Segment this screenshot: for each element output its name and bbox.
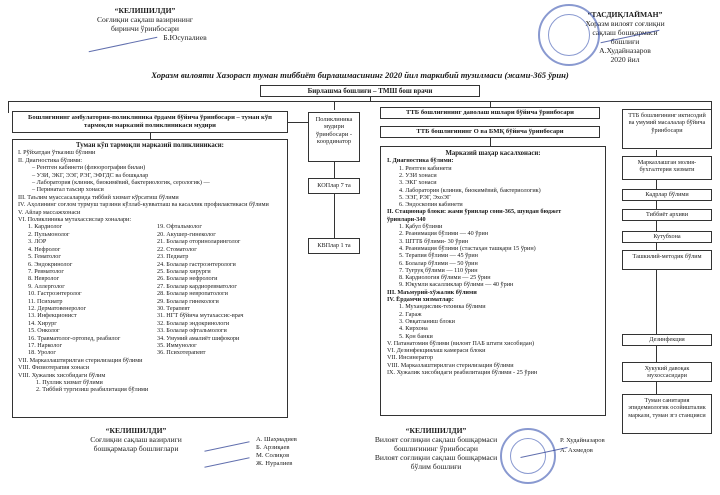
list-item: II. Диагностика бўлими: bbox=[18, 156, 83, 164]
approval-title-left: “КЕЛИШИЛДИ” bbox=[114, 6, 176, 15]
list-item: 1. Кардиолог bbox=[28, 223, 63, 231]
signatory-name: Б. Арзиқаев bbox=[256, 444, 290, 451]
hr-label: Кадрлар бўлими bbox=[645, 191, 689, 198]
list-item: 5. ЭЭГ, РЭГ, ЭхоЭГ bbox=[399, 193, 451, 201]
accounting-label: Марказлашган молия-бухгалтерия хизмати bbox=[637, 159, 697, 174]
methodical-box bbox=[622, 250, 712, 270]
signatory-name: Р. Худайназаров bbox=[560, 437, 605, 444]
list-item: 3. ШТТБ бўлими- 30 ўрин bbox=[399, 237, 469, 245]
methodical-label: Ташкилий-методик бўлим bbox=[632, 253, 702, 260]
list-item: 16. Травматолог-ортопед, реабилог bbox=[28, 334, 121, 342]
sanitary-label: Туман санитария эпидемиологик осойишталик маркази, туман згз станцияси bbox=[628, 397, 706, 419]
list-item: III. Таълим муассасаларида тиббий хизмат кўрсатиш бўлими bbox=[18, 193, 179, 201]
list-item: – Перинатал таъсир хонаси bbox=[32, 186, 104, 194]
footer-line-2: бошлиғининг ўринбосари bbox=[393, 444, 478, 453]
list-item: IV. Аҳолининг соғлом турмуш тарзини кўллаб-кувватлаш ва касаллик профилактикаси бўлими bbox=[18, 201, 269, 209]
list-item: 6. Эндокринолог bbox=[28, 260, 73, 268]
left-deputy-label: Бошлиғининг амбулатория-поликлиника ёрдами бўйича ўринбосари – туман кўп тармоқли марказий поликлиникаси мудири bbox=[28, 114, 272, 129]
list-item: 1. Пуллик хизмат бўлими bbox=[36, 379, 103, 386]
list-item: 20. Акушер-гинеколог bbox=[157, 230, 216, 238]
footer-line-1: Соғлиқни сақлаш вазирлиги bbox=[90, 435, 182, 444]
signatory-name: А. Шаҳмадиев bbox=[256, 436, 297, 443]
list-item: 23. Педиатр bbox=[157, 253, 189, 261]
kop-label: КОПлар 7 та bbox=[317, 182, 351, 189]
specialists-right-column bbox=[157, 223, 282, 356]
disinfection-box bbox=[622, 334, 712, 346]
library-box bbox=[622, 231, 712, 243]
list-item: I. Рўйхатдан ўтказиш бўлими bbox=[18, 149, 96, 157]
list-item: 22. Стоматолог bbox=[157, 245, 197, 253]
polyclinic-box bbox=[12, 139, 288, 418]
list-item: 33. Болалар офтальмологи bbox=[157, 327, 227, 335]
list-item: VI. Дезинфекциялаш камераси блоки bbox=[387, 347, 486, 355]
accounting-box bbox=[622, 156, 712, 180]
economic-deputy-label: ТТБ бошлиғининг иктисодий ва умумий масалалар бўйича ўринбосари bbox=[628, 112, 706, 134]
signatory-name: Ж. Нуралиев bbox=[256, 460, 293, 467]
list-item: 27. Болалар кардиоревматолог bbox=[157, 282, 237, 290]
polyclinic-list bbox=[18, 149, 282, 223]
list-item: – Лаборатория (клиник, биокимёвий, бактериологик, серологик) — bbox=[32, 179, 210, 187]
list-item: 5. Қон банки bbox=[399, 332, 433, 340]
list-item: 35. Иммунолог bbox=[157, 341, 197, 349]
specialists-grid bbox=[18, 223, 282, 356]
disinfection-label: Дезинфекция bbox=[649, 336, 685, 343]
list-item: 25. Болалар хирурги bbox=[157, 267, 211, 275]
specialists-left-column bbox=[28, 223, 153, 356]
footer-line-1: Вилоят соғлиқни сақлаш бошқармаси bbox=[374, 435, 498, 444]
footer-approval-title-right: “КЕЛИШИЛДИ” bbox=[405, 426, 467, 435]
sanitary-box bbox=[622, 394, 712, 434]
head-box-label: Бирлашма бошлиғи – ТМШ бош врачи bbox=[307, 87, 433, 95]
legal-label: Хукукий давоқак мухоссасидари bbox=[644, 365, 690, 380]
list-item: 3. Овқатланиш блоки bbox=[399, 317, 455, 325]
list-item: 2. Гараж bbox=[399, 310, 422, 318]
list-item: 1. Мухандислик-техника бўлими bbox=[399, 303, 486, 311]
connector-right-down bbox=[711, 101, 712, 109]
list-item: I. Диагностика бўлими: bbox=[387, 157, 454, 165]
list-item: 1. Рентген кабинети bbox=[399, 164, 452, 172]
list-item: IV. Ёрдамчи хизматлар: bbox=[387, 296, 454, 304]
list-item: 3. ЭКГ хонаси bbox=[399, 179, 437, 187]
signatory-name: А. Ахмедов bbox=[560, 447, 593, 454]
connector-top-horizontal bbox=[8, 101, 712, 102]
approval-line-1: Хоразм вилоят соғлиқни bbox=[585, 19, 665, 28]
approval-name: А.Худайназаров bbox=[599, 46, 651, 55]
right-deputy-label: ТТБ бошлиғининг даволаш ишлари бўйича ўринбосари bbox=[406, 109, 574, 116]
kvp-box bbox=[308, 238, 360, 254]
connector-hospital-down bbox=[490, 138, 491, 146]
list-item: 36. Психотерапевт bbox=[157, 349, 206, 357]
polyclinic-title: Туман кўп тармоқли марказий поликлиникаси: bbox=[76, 142, 224, 149]
legal-box bbox=[622, 362, 712, 382]
footer-approval-left bbox=[36, 426, 236, 453]
list-item: VI. Поликлиника мутахассислар хоналари: bbox=[18, 216, 132, 224]
footer-names-left bbox=[256, 436, 336, 468]
library-label: Кутубхона bbox=[653, 233, 681, 240]
list-item: 30. Терапевт bbox=[157, 304, 190, 312]
right-deputy-box bbox=[380, 107, 600, 119]
list-item: VIII. Марказлаштирилган стерилизация бўлими bbox=[387, 361, 514, 369]
right-deputy2-label: ТТБ бошлиғининг О ва БМҚ бўйича ўринбосари bbox=[416, 128, 564, 135]
list-item: 13. Инфекционист bbox=[28, 312, 77, 320]
connector-left-deputy-right bbox=[288, 122, 308, 123]
archive-label: Тиббиёт архиви bbox=[645, 211, 689, 218]
list-item: 6. Болалар бўлими — 50 ўрин bbox=[399, 259, 478, 267]
kvp-label: КВПлар 1 та bbox=[317, 242, 351, 249]
list-item: 8. Кардиология бўлими — 25 ўрин bbox=[399, 274, 491, 282]
list-item: 28. Болалар невропатологи bbox=[157, 290, 228, 298]
list-item: 32. Болалар эндокринологи bbox=[157, 319, 230, 327]
poly-coordinator-box bbox=[308, 112, 360, 162]
kop-box bbox=[308, 178, 360, 194]
list-item: 11. Психиатр bbox=[28, 297, 63, 305]
list-item: VII. Инсинератор bbox=[387, 354, 434, 362]
list-item: 6. Эндоскопия кабинети bbox=[399, 201, 463, 209]
connector-head-down bbox=[370, 97, 371, 102]
approval-line-2: биринчи ўринбосари bbox=[111, 24, 179, 33]
footer-line-2: бошқармалар бошлиғлари bbox=[93, 444, 179, 453]
list-item: 17. Нарколог bbox=[28, 341, 63, 349]
list-item: 29. Болалар гинекологи bbox=[157, 297, 219, 305]
list-item: 5. Терапия бўлими — 45 ўрин bbox=[399, 252, 478, 260]
approval-title-right: “ТАСДИҚЛАЙМАН” bbox=[587, 10, 663, 19]
list-item: III. Маъмурий-хўжалик бўлими bbox=[387, 288, 477, 296]
list-item: 2. Реанимация бўлими — 40 ўрин bbox=[399, 230, 489, 238]
approval-line-3: бошлиғи bbox=[610, 37, 640, 46]
approval-block-left bbox=[40, 6, 250, 42]
list-item: II. Стационар блоки: жами ўринлар сони-365, шундан бюджет ўринлари-340 bbox=[387, 208, 562, 223]
connector-mid-column bbox=[334, 162, 335, 246]
list-item: 2. Тиббий тургизиш реабилитация бўлими bbox=[36, 386, 149, 394]
stamp-top-right-inner bbox=[548, 14, 590, 56]
head-box bbox=[260, 85, 480, 97]
list-item: VIII. Хужалик хисобидаги бўлим bbox=[18, 371, 106, 379]
list-item: 2. УЗИ хонаси bbox=[399, 172, 437, 179]
approval-name: Б.Юсупалиев bbox=[163, 33, 207, 42]
approval-year: 2020 йил bbox=[610, 55, 640, 64]
list-item: 10. Гастроэнтеролог bbox=[28, 290, 82, 298]
list-item: 15. Онколог bbox=[28, 327, 60, 335]
list-item: 24. Болалар гастроэнтерологи bbox=[157, 260, 236, 268]
list-item: 7. Ревматолог bbox=[28, 267, 64, 275]
list-item: 1. Қабул бўлими bbox=[399, 223, 443, 231]
list-item: 8. Невролог bbox=[28, 275, 60, 283]
hr-box bbox=[622, 189, 712, 201]
list-item: IX. Хужалик хисобидаги реабилитация бўлими - 25 ўрин bbox=[387, 369, 538, 377]
left-deputy-box bbox=[12, 111, 288, 133]
list-item: 9. Аллерголог bbox=[28, 282, 65, 290]
hospital-box bbox=[380, 146, 606, 416]
list-item: VIII. Физиотерапия хонаси bbox=[18, 364, 90, 372]
list-item: 4. Нефролог bbox=[28, 245, 61, 253]
list-item: 26. Болалар нефрологи bbox=[157, 275, 218, 283]
list-item: – Рентген кабинети (флюорография билан) bbox=[32, 164, 146, 172]
archive-box bbox=[622, 209, 712, 221]
polyclinic-tail bbox=[18, 357, 282, 394]
footer-names-right bbox=[560, 436, 660, 456]
list-item: 34. Умумий амалиёт шифокори bbox=[157, 334, 240, 342]
list-item: 7. Туғруқ бўлими — 110 ўрин bbox=[399, 266, 478, 274]
poly-coordinator-label: Поликлиника мудири ўринбосари - координатор bbox=[315, 116, 353, 146]
list-item: – УЗИ, ЭКГ, ЭЭГ, РЭГ, ЭФГДС ва бошқалар bbox=[32, 171, 149, 179]
list-item: 4. Кирхона bbox=[399, 325, 428, 333]
connector-left-down bbox=[8, 101, 9, 113]
signatory-name: М. Солиқов bbox=[256, 452, 290, 459]
list-item: 3. ЛОР bbox=[28, 238, 47, 246]
list-item: 2. Пульмонолог bbox=[28, 230, 70, 238]
list-item: 12. Дерматовенеролог bbox=[28, 304, 87, 312]
list-item: V. Патанатомия бўлими (вилоят ПАБ штати хисобидан) bbox=[387, 339, 535, 347]
list-item: 21. Болалар оториноларинголог bbox=[157, 238, 241, 246]
right-deputy2-box bbox=[380, 126, 600, 138]
footer-approval-title-left: “КЕЛИШИЛДИ” bbox=[105, 426, 167, 435]
footer-line-4: бўлим бошлиғи bbox=[410, 462, 462, 471]
economic-deputy-box bbox=[622, 109, 712, 149]
list-item: 4. Реанимация бўлими (стастаҳан ташқари 15 ўрин) bbox=[399, 244, 536, 252]
list-item: 9. Юқумли касалликлар бўлими — 40 ўрин bbox=[399, 281, 514, 289]
hospital-title: Марказий шаҳар касалхонаси: bbox=[445, 150, 541, 157]
list-item: V. Айлар массажхонаси bbox=[18, 208, 81, 216]
list-item: 14. Хирург bbox=[28, 319, 57, 327]
list-item: VII. Марказлаштирилган стерилизация бўлими bbox=[18, 356, 143, 364]
list-item: 18. Уролог bbox=[28, 349, 56, 357]
document-title: Хоразм вилояти Хазорасп туман тиббиёт бирлашмасининг 2020 йил таркибий тузилмаси (жами-365 ўрин) bbox=[151, 70, 569, 80]
footer-line-3: Вилоят соғлиқни сақлаш бошқармаси bbox=[374, 453, 498, 462]
hospital-list bbox=[387, 157, 599, 376]
approval-line-1: Соғлиқни сақлаш вазирининг bbox=[96, 15, 194, 24]
list-item: 4. Лаборатория (клиник, биокимёвий, бактериологик) bbox=[399, 186, 541, 194]
connector-mid-down bbox=[334, 101, 335, 110]
signature-footer-left-2 bbox=[204, 457, 249, 468]
list-item: 31. НГТ бўйича мутахассис-врач bbox=[157, 312, 244, 320]
approval-line-2: сақлаш бошқармаси bbox=[592, 28, 658, 37]
list-item: 5. Гематолог bbox=[28, 253, 61, 261]
list-item: 19. Офтальмолог bbox=[157, 223, 202, 231]
